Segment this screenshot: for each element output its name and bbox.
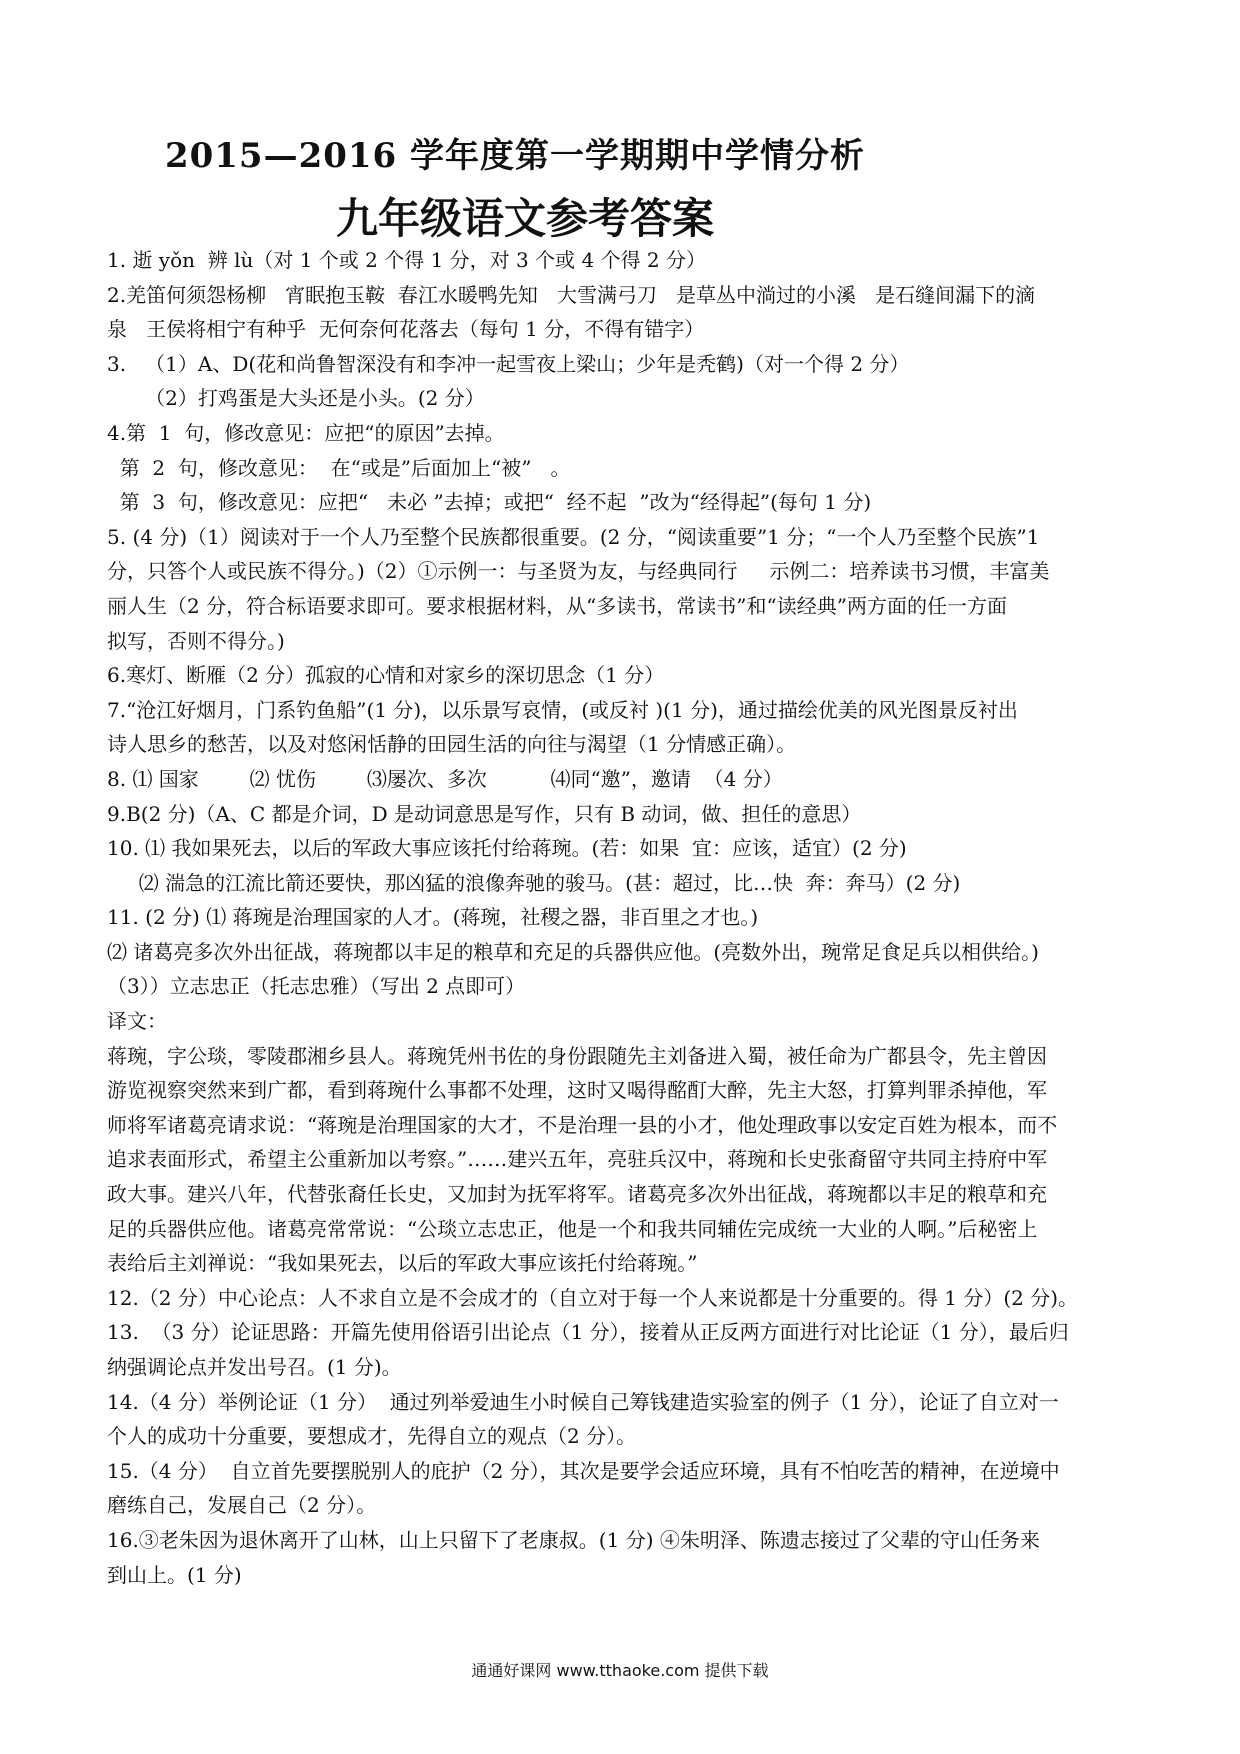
answer-line: 12.（2 分）中心论点：人不求自立是不会成才的（自立对于每一个人来说都是十分重要的。得 1 分）(2 分)。	[107, 1285, 1079, 1310]
answer-line: 政大事。建兴八年，代替张裔任长史，又加封为抚军将军。诸葛亮多次外出征战，蒋琬都以丰足的粮草和充	[107, 1182, 1047, 1207]
answer-line: 6.寒灯、断雁（2 分）孤寂的心情和对家乡的深切思念（1 分）	[107, 663, 665, 688]
answer-line: 5. (4 分)（1）阅读对于一个人乃至整个民族都很重要。(2 分，“阅读重要”1 分；“一个人乃至整个民族”1	[107, 524, 1040, 549]
answer-line: 追求表面形式，希望主公重新加以考察。”……建兴五年，亮驻兵汉中，蒋琬和长史张裔留守共同主持府中军	[107, 1147, 1048, 1172]
answer-line: 16.③老朱因为退休离开了山林，山上只留下了老康叔。(1 分) ④朱明泽、陈遗志接过了父辈的守山任务来	[107, 1527, 1040, 1552]
answer-line: 4.第 1 句，修改意见：应把“的原因”去掉。	[107, 420, 505, 445]
answer-line: 蒋琬，字公琰，零陵郡湘乡县人。蒋琬凭州书佐的身份跟随先主刘备进入蜀，被任命为广都县令，先主曾因	[107, 1043, 1047, 1068]
answer-line: ⑵ 湍急的江流比箭还要快，那凶猛的浪像奔驰的骏马。(甚：超过，比…快 奔：奔马）(2 分)	[107, 870, 961, 895]
answer-line: 到山上。(1 分)	[107, 1562, 242, 1587]
answer-line: 2.羌笛何须怨杨柳 宵眠抱玉鞍 春江水暖鸭先知 大雪满弓刀 是草丛中淌过的小溪 是石缝间漏下的滴	[107, 282, 1036, 307]
answer-line: 9.B(2 分)（A、C 都是介词，D 是动词意思是写作，只有 B 动词，做、担任的意思）	[107, 801, 862, 826]
answer-line: 13. （3 分）论证思路：开篇先使用俗语引出论点（1 分），接着从正反两方面进行对比论证（1 分），最后归	[107, 1320, 1069, 1345]
answer-line: 师将军诸葛亮请求说：“蒋琬是治理国家的大才，不是治理一县的小才，他处理政事以安定百姓为根本，而不	[107, 1112, 1058, 1137]
answer-line: 第 2 句，修改意见： 在“或是”后面加上“被” 。	[107, 455, 571, 480]
answer-line: 足的兵器供应他。诸葛亮常常说：“公琰立志忠正，他是一个和我共同辅佐完成统一大业的人啊。”后秘密上	[107, 1216, 1038, 1241]
answer-line: 7.“沧江好烟月，门系钓鱼船”(1 分)，以乐景写哀情，(或反衬 )(1 分)，通过描绘优美的风光图景反衬出	[107, 697, 1018, 722]
answer-line: 8. ⑴ 国家 ⑵ 忧伤 ⑶屡次、多次 ⑷同“邀”，邀请 （4 分）	[107, 766, 783, 791]
answer-line: 游览视察突然来到广都，看到蒋琬什么事都不处理，这时又喝得酩酊大醉，先主大怒，打算判罪杀掉他，军	[107, 1078, 1047, 1103]
answer-line: 1. 逝 yǒn 辨 lù（对 1 个或 2 个得 1 分，对 3 个或 4 个得 2 分）	[107, 248, 707, 272]
answer-line: 分，只答个人或民族不得分。)（2）①示例一：与圣贤为友，与经典同行 示例二：培养读书习惯，丰富美	[107, 559, 1050, 584]
answer-line: 译文：	[107, 1009, 167, 1034]
answer-line: 丽人生（2 分，符合标语要求即可。要求根据材料，从“多读书，常读书”和“读经典”两方面的任一方面	[107, 593, 1007, 618]
answer-line: 磨练自己，发展自己（2 分）。	[107, 1493, 377, 1518]
answer-line: 纳强调论点并发出号召。(1 分)。	[107, 1355, 402, 1379]
answer-body	[107, 243, 1147, 1592]
answer-line: 15.（4 分） 自立首先要摆脱别人的庇护（2 分），其次是要学会适应环境，具有不怕吃苦的精神，在逆境中	[107, 1458, 1060, 1483]
answer-line: 拟写，否则不得分。)	[107, 628, 285, 653]
footer-source: 通通好课网 www.tthaoke.com 提供下载	[471, 1661, 769, 1680]
answer-line: 诗人思乡的愁苦，以及对悠闲恬静的田园生活的向往与渴望（1 分情感正确）。	[107, 732, 797, 757]
answer-line: 3. （1）A、D(花和尚鲁智深没有和李冲一起雪夜上梁山；少年是秃鹤)（对一个得 2 分）	[107, 351, 910, 376]
answer-line: 第 3 句，修改意见：应把“ 未必 ”去掉；或把“ 经不起 ”改为“经得起”(每句 1 分)	[107, 490, 872, 515]
answer-line: 11. (2 分) ⑴ 蒋琬是治理国家的人才。(蒋琬，社稷之器，非百里之才也。)	[107, 905, 759, 930]
answer-line: 泉 王侯将相宁有种乎 无何奈何花落去（每句 1 分，不得有错字）	[107, 317, 705, 342]
answer-line: （2）打鸡蛋是大头还是小头。(2 分）	[107, 386, 485, 411]
answer-line: 14.（4 分）举例论证（1 分） 通过列举爱迪生小时候自己筹钱建造实验室的例子（1 分），论证了自立对一	[107, 1389, 1059, 1414]
exam-title: 2015—2016 学年度第一学期期中学情分析	[164, 136, 866, 176]
answer-line: 个人的成功十分重要，要想成才，先得自立的观点（2 分）。	[107, 1424, 637, 1449]
answer-line: ⑵ 诸葛亮多次外出征战，蒋琬都以丰足的粮草和充足的兵器供应他。(亮数外出，琬常足食足兵以相供给。)	[107, 939, 1039, 964]
answer-line: 10. ⑴ 我如果死去，以后的军政大事应该托付给蒋琬。(若：如果 宜：应该，适宜）(2 分)	[107, 836, 907, 861]
answer-line: 表给后主刘禅说：“我如果死去，以后的军政大事应该托付给蒋琬。”	[107, 1251, 698, 1276]
answer-line: （3））立志忠正（托志忠雅）（写出 2 点即可）	[107, 974, 526, 999]
document-title: 九年级语文参考答案	[335, 194, 714, 243]
